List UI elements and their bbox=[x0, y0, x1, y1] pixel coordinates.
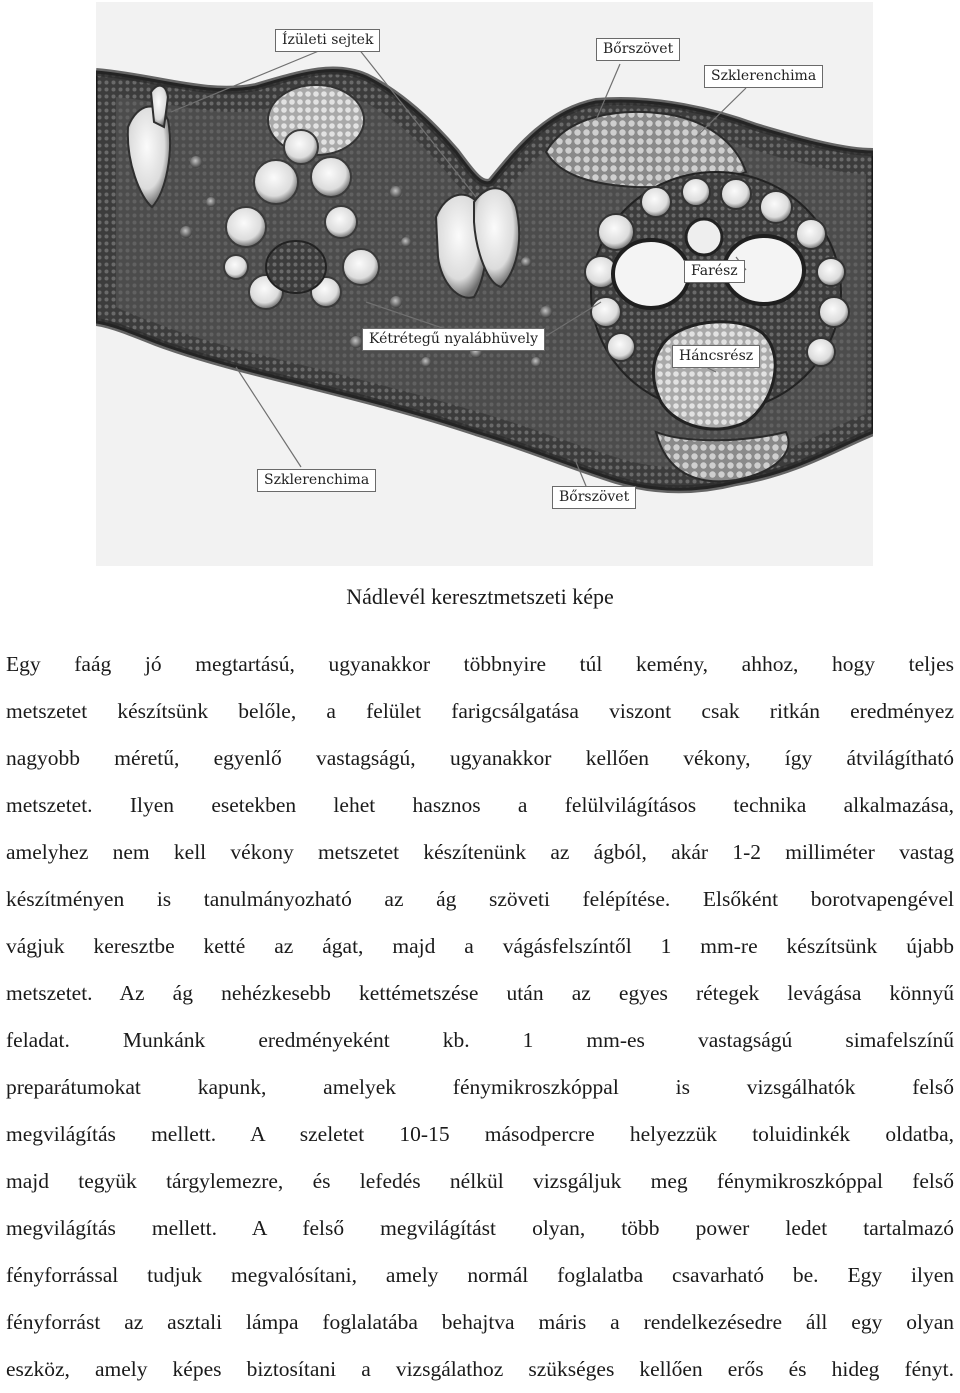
paragraph-line: Egy faág jó megtartású, ugyanakkor többnyire túl kemény, ahhoz, hogy teljes bbox=[6, 652, 954, 676]
paragraph-line: megvilágítás mellett. A szeletet 10-15 másodpercre helyezzük toluidinkék oldatba, bbox=[6, 1122, 954, 1146]
paragraph-line: metszetet. Ilyen esetekben lehet hasznos a felülvilágításos technika alkalmazása, bbox=[6, 793, 954, 817]
paragraph-line: metszetet készítsünk belőle, a felület farigcsálgatása viszont csak ritkán eredményez bbox=[6, 699, 954, 723]
paragraph-line: amelyhez nem kell vékony metszetet készítenünk az ágból, akár 1-2 milliméter vastag bbox=[6, 840, 954, 864]
paragraph-line: megvilágítás mellett. A felső megvilágítást olyan, több power ledet tartalmazó bbox=[6, 1216, 954, 1240]
label-szklerenchima-bottom: Szklerenchima bbox=[257, 469, 376, 492]
paragraph-line: feladat. Munkánk eredményeként kb. 1 mm-es vastagságú simafelszínű bbox=[6, 1028, 954, 1052]
paragraph-line: preparátumokat kapunk, amelyek fénymikroszkóppal is vizsgálhatók felső bbox=[6, 1075, 954, 1099]
label-izuleti-sejtek: Ízületi sejtek bbox=[275, 29, 380, 52]
body-paragraph bbox=[6, 641, 954, 1393]
label-borszovet-top: Bőrszövet bbox=[596, 38, 680, 61]
label-szklerenchima-top: Szklerenchima bbox=[704, 65, 823, 88]
paragraph-line: nagyobb méretű, egyenlő vastagságú, ugyanakkor kellően vékony, így átvilágítható bbox=[6, 746, 954, 770]
paragraph-line: fényforrással tudjuk megvalósítani, amely normál foglalatba csavarható be. Egy ilyen bbox=[6, 1263, 954, 1287]
paragraph-line: eszköz, amely képes biztosítani a vizsgálathoz szükséges kellően erős és hideg fényt. bbox=[6, 1357, 954, 1381]
paragraph-line: vágjuk keresztbe ketté az ágat, majd a vágásfelszíntől 1 mm-re készítsünk újabb bbox=[6, 934, 954, 958]
micrograph-figure bbox=[96, 2, 873, 566]
label-ketretegu-nyalabhuvely: Kétrétegű nyalábhüvely bbox=[362, 328, 545, 351]
label-hancsresz: Háncsrész bbox=[672, 345, 760, 368]
paragraph-line: majd tegyük tárgylemezre, és lefedés nélkül vizsgáljuk meg fénymikroszkóppal felső bbox=[6, 1169, 954, 1193]
label-borszovet-bottom: Bőrszövet bbox=[552, 486, 636, 509]
paragraph-line: fényforrást az asztali lámpa foglalatába behajtva máris a rendelkezésedre áll egy olyan bbox=[6, 1310, 954, 1334]
figure-caption: Nádlevél keresztmetszeti képe bbox=[346, 584, 614, 609]
paragraph-line: metszetet. Az ág nehézkesebb kettémetszése után az egyes rétegek levágása könnyű bbox=[6, 981, 954, 1005]
paragraph-line: készítményen is tanulmányozható az ág szöveti felépítése. Elsőként borotvapengével bbox=[6, 887, 954, 911]
label-faresz: Farész bbox=[684, 260, 745, 283]
